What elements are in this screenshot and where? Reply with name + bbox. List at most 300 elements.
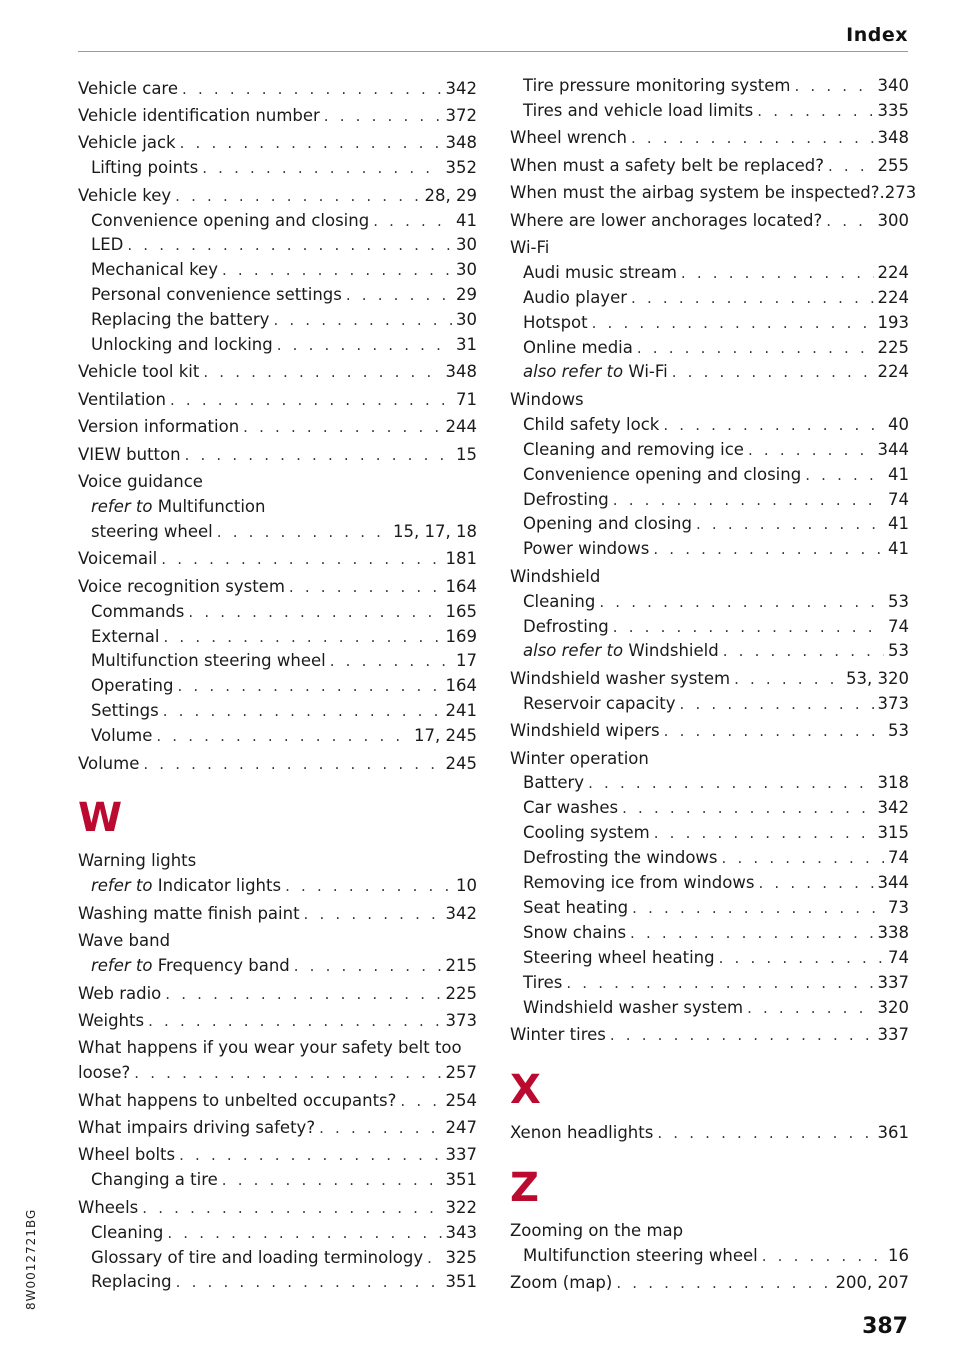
dot-leader (202, 156, 441, 181)
index-subentry (510, 261, 909, 286)
dot-leader (222, 1168, 442, 1193)
dot-leader (805, 463, 884, 488)
index-subentry (510, 438, 909, 463)
index-subentry (510, 871, 909, 896)
dot-leader (427, 1246, 441, 1271)
index-subentry (78, 495, 477, 520)
index-term: What happens to unbelted occupants? (78, 1090, 397, 1110)
index-page-ref: 74 (888, 848, 909, 868)
index-subentry (510, 821, 909, 846)
index-page-ref: 215 (445, 956, 477, 976)
index-entry (78, 1009, 477, 1034)
index-term: Windshield wipers (510, 721, 660, 741)
index-subentry (510, 1244, 909, 1269)
index-term: Windshield (510, 566, 601, 586)
dot-leader (696, 512, 884, 537)
index-page-ref: 348 (445, 133, 477, 153)
index-term: Audi music stream (523, 262, 677, 282)
index-page-ref: 53, 320 (846, 668, 909, 688)
index-subentry (78, 1168, 477, 1193)
index-subentry (510, 796, 909, 821)
index-subentry (510, 846, 909, 871)
index-subentry (78, 333, 477, 358)
index-term: loose? (78, 1063, 131, 1083)
index-page-ref: 10 (456, 876, 477, 896)
index-page-ref: 30 (456, 235, 477, 255)
index-subentry (510, 488, 909, 513)
dot-leader (794, 74, 873, 99)
index-page-ref: 41 (888, 514, 909, 534)
index-page-ref: 225 (877, 337, 909, 357)
dot-leader (373, 209, 452, 234)
index-page-ref: 53 (888, 641, 909, 661)
index-page-ref: 337 (877, 972, 909, 992)
dot-leader (188, 600, 441, 625)
index-subentry (510, 537, 909, 562)
cross-reference-label: refer to (91, 876, 153, 896)
index-entry (510, 209, 909, 234)
cross-reference-target: Multifunction (157, 497, 266, 516)
index-term: Opening and closing (523, 514, 692, 534)
dot-leader (176, 1270, 442, 1295)
dot-leader (610, 1023, 874, 1048)
index-term: Reservoir capacity (523, 693, 676, 713)
index-page-ref: 348 (445, 362, 477, 382)
dot-leader (170, 388, 452, 413)
index-page-ref: 241 (445, 701, 477, 721)
dot-leader (222, 258, 452, 283)
dot-leader (346, 283, 452, 308)
index-term: Voice recognition system (78, 576, 285, 596)
dot-leader (243, 415, 441, 440)
index-page-ref: 28, 29 (424, 185, 477, 205)
index-entry (78, 104, 477, 129)
index-term: Cooling system (523, 823, 650, 843)
index-page-ref: 200, 207 (835, 1273, 909, 1293)
index-subentry (510, 413, 909, 438)
index-page-ref: 29 (456, 285, 477, 305)
dot-leader (304, 902, 442, 927)
index-page-ref: 340 (877, 76, 909, 95)
index-page-ref: 344 (877, 439, 909, 459)
index-entry (78, 1061, 477, 1086)
index-entry (78, 77, 477, 102)
index-subentry (510, 971, 909, 996)
dot-leader (277, 333, 452, 358)
dot-leader (758, 871, 873, 896)
dot-leader (631, 286, 873, 311)
index-term: Personal convenience settings (91, 285, 342, 305)
index-subentry (510, 360, 909, 385)
index-page-ref: 224 (877, 362, 909, 382)
dot-leader (566, 971, 873, 996)
index-term: Defrosting the windows (523, 848, 718, 868)
index-term: Weights (78, 1010, 145, 1030)
dot-leader (630, 921, 873, 946)
index-page-ref: 181 (445, 549, 477, 569)
dot-leader (167, 1221, 441, 1246)
index-page-ref: 225 (445, 983, 477, 1003)
index-entry (78, 470, 477, 495)
index-subentry (510, 639, 909, 664)
index-term: Changing a tire (91, 1170, 218, 1190)
index-page-ref: 342 (877, 798, 909, 818)
index-term: Windshield washer system (510, 668, 731, 688)
index-subentry (78, 1221, 477, 1246)
index-term (523, 360, 668, 385)
index-term: Child safety lock (523, 414, 660, 434)
index-term: Defrosting (523, 616, 609, 636)
dot-leader (747, 996, 873, 1021)
index-term: Multifunction steering wheel (91, 651, 326, 671)
index-page-ref: 17, 245 (414, 726, 477, 746)
dot-leader (148, 1009, 441, 1034)
index-page-ref: 16 (888, 1245, 909, 1265)
index-term: Winter tires (510, 1025, 606, 1045)
index-term: Voicemail (78, 549, 158, 569)
dot-leader (599, 590, 884, 615)
index-entry (78, 443, 477, 468)
index-page-ref: 337 (445, 1145, 477, 1165)
index-term: VIEW button (78, 444, 181, 464)
dot-leader (273, 308, 452, 333)
index-term: Settings (91, 701, 159, 721)
cross-reference-label: refer to (91, 497, 153, 516)
index-term: When must the airbag system be inspected? (510, 183, 880, 203)
index-term: Xenon headlights (510, 1122, 654, 1142)
index-term: steering wheel (91, 521, 213, 541)
dot-leader (826, 209, 873, 234)
index-term: Wheels (78, 1197, 139, 1217)
index-subentry (510, 946, 909, 971)
index-page-ref: 40 (888, 414, 909, 434)
index-subentry (510, 921, 909, 946)
dot-leader (672, 360, 874, 385)
dot-leader (719, 946, 884, 971)
dot-leader (588, 771, 873, 796)
dot-leader (143, 752, 441, 777)
index-term: Wheel wrench (510, 128, 627, 148)
index-entry (510, 719, 909, 744)
dot-leader (757, 99, 873, 124)
index-term: When must a safety belt be replaced? (510, 155, 824, 175)
index-page-ref: .273 (879, 183, 917, 203)
index-subentry (510, 512, 909, 537)
index-subentry (510, 615, 909, 640)
index-entry (510, 667, 909, 692)
index-subentry (78, 283, 477, 308)
index-subentry (78, 724, 477, 749)
dot-leader (681, 261, 874, 286)
index-page-ref: 348 (877, 128, 909, 148)
index-page-ref: 169 (445, 626, 477, 646)
index-term: Warning lights (78, 851, 197, 871)
index-term: Replacing the battery (91, 310, 270, 330)
index-term: Vehicle care (78, 78, 179, 98)
document-code: 8W0012721BG (24, 1208, 38, 1310)
index-page-ref: 343 (445, 1222, 477, 1242)
index-page-ref: 164 (445, 676, 477, 696)
index-term: Lifting points (91, 158, 199, 178)
index-page-ref: 373 (445, 1010, 477, 1030)
index-term: Battery (523, 773, 585, 793)
index-page-ref: 74 (888, 616, 909, 636)
index-subentry (78, 874, 477, 899)
index-entry (510, 1023, 909, 1048)
index-subentry (78, 1246, 477, 1271)
index-entry (78, 388, 477, 413)
index-term: Where are lower anchorages located? (510, 210, 823, 230)
index-term: Cleaning (523, 591, 596, 611)
index-term: Vehicle key (78, 185, 172, 205)
index-subentry (510, 692, 909, 717)
index-page-ref: 73 (888, 898, 909, 917)
index-entry (78, 575, 477, 600)
index-subentry (78, 625, 477, 650)
index-entry (510, 565, 909, 590)
index-page-ref: 315 (877, 823, 909, 843)
index-page-ref: 71 (456, 389, 477, 409)
index-term: Steering wheel heating (523, 947, 715, 967)
index-subentry (510, 99, 909, 124)
dot-leader (165, 982, 441, 1007)
index-page-ref: 41 (888, 464, 909, 484)
index-term: Wave band (78, 931, 171, 951)
dot-leader (127, 233, 452, 258)
index-page-ref: 193 (877, 312, 909, 332)
index-term: Volume (78, 753, 140, 773)
index-term: Defrosting (523, 489, 609, 509)
index-term: Version information (78, 417, 240, 437)
cross-reference-label: refer to (91, 956, 153, 976)
dot-leader (631, 126, 874, 151)
index-page-ref: 335 (877, 100, 909, 120)
index-page-ref: 164 (445, 576, 477, 596)
dot-leader (654, 821, 874, 846)
index-page-ref: 224 (877, 287, 909, 307)
index-subentry (510, 74, 909, 99)
index-entry (78, 184, 477, 209)
index-entry (510, 1271, 909, 1296)
index-page-ref: 247 (445, 1118, 477, 1138)
index-term: Web radio (78, 983, 162, 1003)
index-subentry (78, 156, 477, 181)
dot-leader (613, 615, 884, 640)
index-page-ref: 31 (456, 335, 477, 355)
index-page-ref: 74 (888, 947, 909, 967)
dot-leader (319, 1116, 441, 1141)
index-page-ref: 255 (877, 155, 909, 175)
index-subentry (78, 649, 477, 674)
dot-leader (185, 443, 452, 468)
index-subentry (78, 258, 477, 283)
index-term: Seat heating (523, 898, 629, 917)
cross-reference-label: also refer to (523, 641, 624, 661)
index-entry (510, 181, 917, 206)
dot-leader (179, 1143, 441, 1168)
index-page-ref: 373 (877, 693, 909, 713)
dot-leader (657, 1121, 873, 1146)
index-subentry (510, 896, 909, 921)
index-page-ref: 244 (445, 417, 477, 437)
index-page-ref: 15 (456, 444, 477, 464)
index-entry (78, 547, 477, 572)
index-term: Washing matte finish paint (78, 903, 300, 923)
dot-leader (828, 154, 874, 179)
dot-leader (175, 184, 420, 209)
index-term: Convenience opening and closing (523, 464, 802, 484)
index-section-letter: W (78, 795, 123, 842)
index-term (523, 639, 719, 664)
dot-leader (180, 131, 442, 156)
dot-leader (163, 625, 441, 650)
index-term: Zoom (map) (510, 1273, 613, 1293)
index-term: Snow chains (523, 922, 627, 942)
index-term: Commands (91, 601, 185, 621)
index-term: Audio player (523, 287, 628, 307)
index-term: Windows (510, 389, 584, 409)
index-term: Voice guidance (78, 472, 203, 492)
index-section-letter: X (510, 1066, 541, 1113)
index-entry (78, 902, 477, 927)
dot-leader (748, 438, 874, 463)
index-entry (510, 388, 909, 413)
index-term (91, 874, 281, 899)
index-subentry (510, 336, 909, 361)
index-page-ref: 338 (877, 922, 909, 942)
index-page-ref: 257 (445, 1063, 477, 1083)
index-entry (510, 236, 909, 261)
index-page-ref: 30 (456, 310, 477, 330)
index-term (91, 497, 265, 516)
dot-leader (217, 520, 389, 545)
index-term: Winter operation (510, 748, 649, 768)
index-subentry (78, 308, 477, 333)
index-term: Glossary of tire and loading terminology (91, 1247, 424, 1267)
dot-leader (734, 667, 842, 692)
index-page-ref: 361 (877, 1122, 909, 1142)
cross-reference-target: Wi-Fi (628, 362, 668, 382)
dot-leader (632, 896, 884, 921)
index-subentry (510, 311, 909, 336)
index-entry (78, 1036, 477, 1061)
index-page-ref: 15, 17, 18 (393, 521, 477, 541)
index-subentry (510, 463, 909, 488)
index-page-ref: 322 (445, 1197, 477, 1217)
index-page-ref: 372 (445, 105, 477, 125)
dot-leader (285, 874, 452, 899)
index-entry (510, 747, 909, 772)
index-subentry (78, 674, 477, 699)
index-subentry (78, 520, 477, 545)
index-entry (78, 929, 477, 954)
index-term: Unlocking and locking (91, 335, 273, 355)
index-entry (78, 982, 477, 1007)
index-term: Multifunction steering wheel (523, 1245, 758, 1265)
index-term: Windshield washer system (523, 997, 744, 1017)
dot-leader (156, 724, 410, 749)
index-subentry (78, 699, 477, 724)
index-page-ref: 342 (445, 78, 477, 98)
index-page-ref: 53 (888, 721, 909, 741)
index-page-ref: 165 (445, 601, 477, 621)
cross-reference-target: Windshield (628, 641, 719, 661)
dot-leader (161, 547, 441, 572)
dot-leader (680, 692, 874, 717)
header-divider (78, 51, 908, 52)
index-page-ref: 337 (877, 1025, 909, 1045)
index-subentry (510, 771, 909, 796)
dot-leader (637, 336, 874, 361)
index-entry (78, 1196, 477, 1221)
index-page-ref: 17 (456, 651, 477, 671)
index-page-ref: 344 (877, 873, 909, 893)
index-term: Vehicle jack (78, 133, 176, 153)
index-term: Ventilation (78, 389, 166, 409)
cross-reference-target: Frequency band (157, 956, 290, 976)
dot-leader (294, 954, 442, 979)
index-term: Tire pressure monitoring system (523, 76, 791, 95)
index-term: Wi-Fi (510, 237, 550, 257)
index-entry (510, 126, 909, 151)
dot-leader (400, 1089, 441, 1114)
index-term: Convenience opening and closing (91, 210, 370, 230)
index-column-left (78, 74, 477, 1295)
index-subentry (78, 600, 477, 625)
index-subentry (510, 286, 909, 311)
dot-leader (178, 674, 442, 699)
index-term: Wheel bolts (78, 1145, 176, 1165)
page-header-title: Index (846, 24, 908, 46)
index-term: Vehicle identification number (78, 105, 320, 125)
index-subentry (78, 209, 477, 234)
index-entry (78, 752, 477, 777)
index-term: Removing ice from windows (523, 873, 755, 893)
dot-leader (289, 575, 442, 600)
page-number: 387 (862, 1314, 908, 1339)
index-term: External (91, 626, 160, 646)
index-entry (78, 360, 477, 385)
index-page-ref: 245 (445, 753, 477, 773)
index-term: Car washes (523, 798, 619, 818)
index-page-ref: 53 (888, 591, 909, 611)
index-term: LED (91, 235, 124, 255)
index-page-ref: 224 (877, 262, 909, 282)
index-page-ref: 342 (445, 903, 477, 923)
dot-leader (203, 360, 441, 385)
index-page-ref: 254 (445, 1090, 477, 1110)
dot-leader (142, 1196, 441, 1221)
index-subentry (78, 233, 477, 258)
dot-leader (613, 488, 884, 513)
index-entry (78, 1089, 477, 1114)
index-term: Zooming on the map (510, 1220, 684, 1240)
index-page-ref: 30 (456, 260, 477, 280)
index-entry (510, 154, 909, 179)
index-term: Replacing (91, 1272, 172, 1292)
dot-leader (182, 77, 441, 102)
index-page-ref: 352 (445, 158, 477, 178)
cross-reference-target: Indicator lights (157, 876, 282, 896)
index-entry (510, 1121, 909, 1146)
index-entry (78, 1116, 477, 1141)
index-page-ref: 325 (445, 1247, 477, 1267)
index-subentry (78, 954, 477, 979)
dot-leader (616, 1271, 831, 1296)
index-page-ref: 320 (877, 997, 909, 1017)
index-page-ref: 41 (888, 539, 909, 559)
index-term: Tires (523, 972, 563, 992)
